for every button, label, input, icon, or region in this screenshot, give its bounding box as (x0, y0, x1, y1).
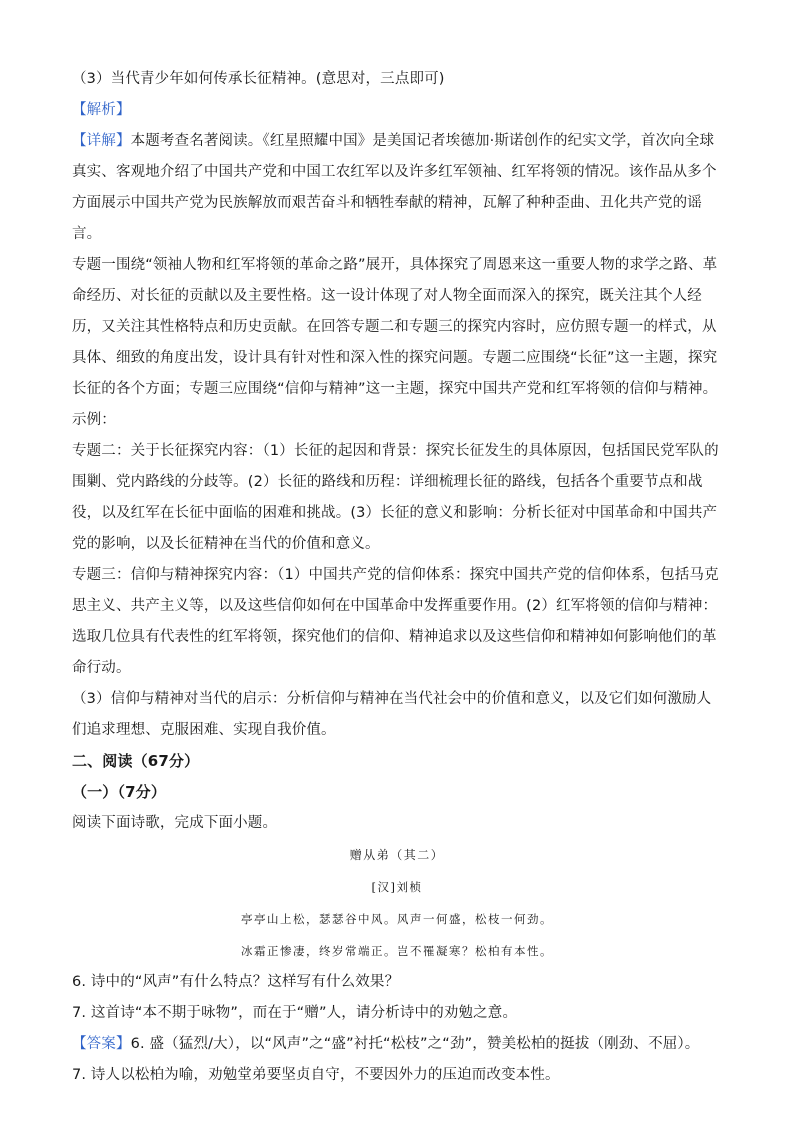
section-heading-reading: 二、阅读（67分） (72, 752, 200, 770)
detail-paragraph (72, 126, 722, 250)
poem-line-2: 冰霜正惨凄，终岁常端正。岂不罹凝寒？松柏有本性。 (241, 944, 553, 958)
answer-6-line (72, 1029, 722, 1060)
answer-7-text: 7. 诗人以松柏为喻，劝勉堂弟要坚贞自守，不要因外力的压迫而改变本性。 (72, 1067, 560, 1083)
question-3-text: （3）当代青少年如何传承长征精神。(意思对，三点即可) (72, 71, 445, 87)
subsection-heading-1: （一）（7分） (72, 783, 166, 801)
poem-title: 赠从弟（其二） (349, 848, 445, 862)
topic-two-paragraph: 专题二：关于长征探究内容：（1）长征的起因和背景：探究长征发生的具体原因，包括国民党军队的围剿、党内路线的分歧等。(2）长征的路线和历程：详细梳理长征的路线，包括各个重要节点和战役，以及红军在长征中面临的困难和挑战。(3）长征的意义和影响：分析长征对中国革命和中国共产党的影响，以及长征精神在当代的价值和意义。 (72, 443, 719, 552)
example-label: 示例： (72, 412, 116, 428)
analysis-tag: 【解析】 (72, 102, 131, 118)
topic-three-item-3: （3）信仰与精神对当代的启示：分析信仰与精神在当代社会中的价值和意义，以及它们如何激励人们追求理想、克服困难、实现自我价值。 (72, 691, 712, 738)
answer-tag: 【答案】 (72, 1036, 131, 1052)
topic-one-paragraph: 专题一围绕“领袖人物和红军将领的革命之路”展开，具体探究了周恩来这一重要人物的求学之路、革命经历、对长征的贡献以及主要性格。这一设计体现了对人物全面而深入的探究，既关注其个人经历，又关注其性格特点和历史贡献。在回答专题二和专题三的探究内容时，应仿照专题一的样式，从具体、细致的角度出发，设计具有针对性和深入性的探究问题。专题二应围绕“长征”这一主题，探究长征的各个方面；专题三应围绕“信仰与精神”这一主题，探究中国共产党和红军将领的信仰与精神。 (72, 257, 718, 397)
question-7: 7. 这首诗“本不期于咏物”，而在于“赠”人，请分析诗中的劝勉之意。 (72, 1005, 518, 1021)
detail-tag: 【详解】 (72, 133, 131, 149)
poem-author: [汉]刘桢 (371, 880, 423, 894)
answer-6-text: 6. 盛（猛烈/大），以“风声”之“盛”衬托“松枝”之“劲”，赞美松柏的挺拔（刚劲、不屈）。 (130, 1036, 700, 1052)
topic-three-paragraph: 专题三：信仰与精神探究内容：（1）中国共产党的信仰体系：探究中国共产党的信仰体系，包括马克思主义、共产主义等，以及这些信仰如何在中国革命中发挥重要作用。(2）红军将领的信仰与精神：选取几位具有代表性的红军将领，探究他们的信仰、精神追求以及这些信仰和精神如何影响他们的革命行动。 (72, 567, 719, 676)
poem-line-1: 亭亭山上松，瑟瑟谷中风。风声一何盛，松枝一何劲。 (241, 912, 553, 926)
detail-text: 本题考查名著阅读。《红星照耀中国》是美国记者埃德加·斯诺创作的纪实文学，首次向全球真实、客观地介绍了中国共产党和中国工农红军以及许多红军领袖、红军将领的情况。该作品从多个方面展示中国共产党为民族解放而艰苦奋斗和牺牲奉献的精神，瓦解了种种歪曲、丑化共产党的谣言。 (72, 133, 717, 242)
question-6: 6. 诗中的“风声”有什么特点？这样写有什么效果？ (72, 974, 400, 990)
reading-instruction: 阅读下面诗歌，完成下面小题。 (72, 815, 278, 831)
